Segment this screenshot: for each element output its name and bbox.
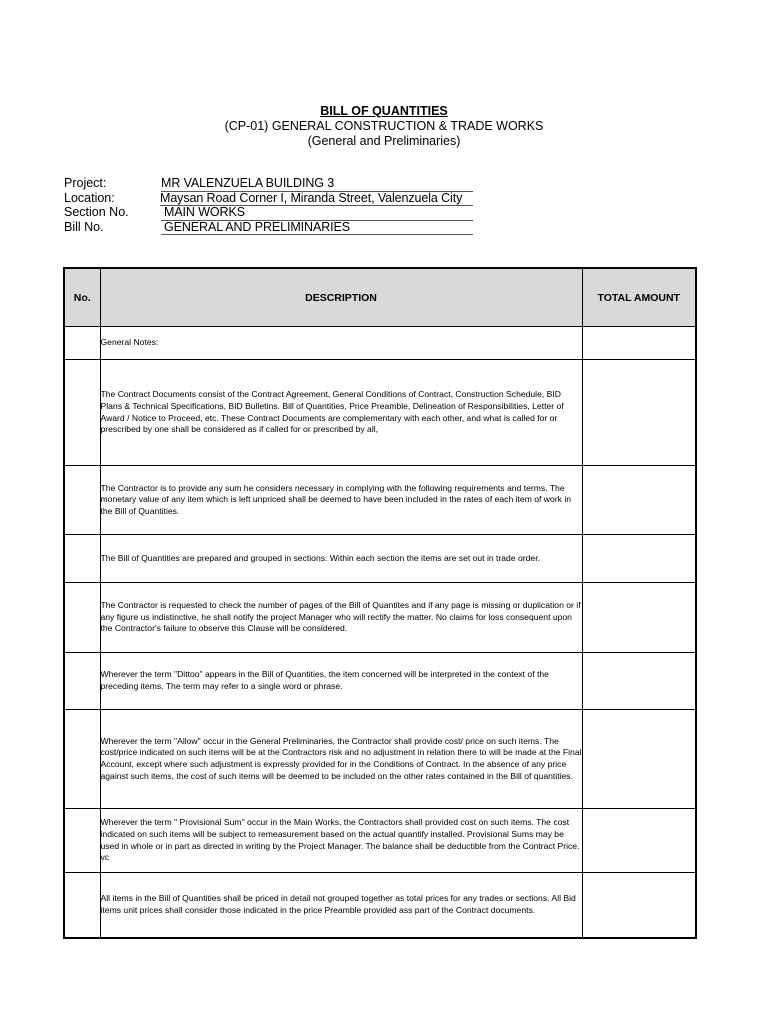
- table-row: [64, 327, 696, 360]
- amount-cell: [582, 710, 696, 809]
- project-label: Project:: [64, 176, 107, 190]
- table-row: [64, 466, 696, 535]
- description-cell: Wherever the term " Provisional Sum" occur in the Main Works, the Contractors shall provided cost on such items. The cost indicated on such items will be subject to remeasurement based on the actual quantify installed. Provisional Sums may be used in whole or in part as directed in writing by the Project Manager. The balance shall be deductible from the Contract Price. vc: [100, 809, 582, 873]
- location-label: Location:: [64, 190, 115, 205]
- bill-value: GENERAL AND PRELIMINARIES: [161, 220, 473, 236]
- table-row: [64, 653, 696, 710]
- bill-row: [64, 220, 484, 235]
- amount-cell: [582, 653, 696, 710]
- section-value: MAIN WORKS: [161, 205, 473, 221]
- location-value: Maysan Road Corner I, Miranda Street, Valenzuela City: [160, 191, 473, 207]
- no-cell: [64, 535, 100, 583]
- amount-cell: [582, 466, 696, 535]
- table-header-row: [64, 268, 696, 327]
- no-cell: [64, 710, 100, 809]
- no-cell: [64, 809, 100, 873]
- table-row: [64, 583, 696, 653]
- description-cell: All items in the Bill of Quantities shall be priced in detail not grouped together as total prices for any trades or sections. All Bid items unit prices shall consider those indicated in the price Preamble provided ass part of the Contract documents.: [100, 873, 582, 938]
- header-no: No.: [64, 268, 100, 327]
- description-cell: The Contractor is to provide any sum he considers necessary in complying with the following requirements and terms. The monetary value of any item which is left unpriced shall be deemed to have been included in the rates of each item of work in the Bill of Quantities.: [100, 466, 582, 535]
- table-row: [64, 535, 696, 583]
- table-row: [64, 360, 696, 466]
- table-row: [64, 710, 696, 809]
- document-subtitle-2: (General and Preliminaries): [307, 134, 461, 148]
- description-cell: Wherever the term "Allow" occur in the General Preliminaries, the Contractor shall provide cost/ price on such items. The cost/price indicated on such items will be at the Contractors risk and no adjustment in relation there to will be made at the Final Account, except where such adjustment is expressly provided for in the Conditions of Contract. In the absence of any price against such items, the cost of such items will be deemed to be included on the other rates contained in the Bill of quantities.: [100, 710, 582, 809]
- description-cell: The Contract Documents consist of the Contract Agreement, General Conditions of Contract, Construction Schedule, BID Plans & Technical Specifications, BID Bulletins. Bill of Quantities, Price Preamble, Delineation of Responsibilities, Letter of Award / Notice to Proceed, etc. These Contract Documents are complementary with each other, and what is called for or prescribed by one shall be considered as if called for or prescribed by all,: [100, 360, 582, 466]
- section-row: [64, 205, 484, 220]
- description-cell: Wherever the term "Dittoo" appears in the Bill of Quantities, the item concerned will be interpreted in the context of the preceding items. The term may refer to a single word or phrase.: [100, 653, 582, 710]
- no-cell: [64, 873, 100, 938]
- amount-cell: [582, 873, 696, 938]
- location-row: [64, 191, 484, 206]
- document-title: BILL OF QUANTITIES: [320, 104, 448, 118]
- header-total-amount: TOTAL AMOUNT: [582, 268, 696, 327]
- document-subtitle: (CP-01) GENERAL CONSTRUCTION & TRADE WORKS: [224, 119, 544, 133]
- no-cell: [64, 466, 100, 535]
- section-label: Section No.: [64, 205, 129, 219]
- no-cell: [64, 327, 100, 360]
- table-row: [64, 873, 696, 938]
- project-value: MR VALENZUELA BUILDING 3: [161, 176, 473, 192]
- description-cell: The Bill of Quantities are prepared and grouped in sections. Within each section the items are set out in trade order.: [100, 535, 582, 583]
- amount-cell: [582, 360, 696, 466]
- amount-cell: [582, 535, 696, 583]
- no-cell: [64, 583, 100, 653]
- description-cell: The Contractor is requested to check the number of pages of the Bill of Quantites and if any page is missing or duplication or if any figure us indistinctive, he shall notify the project Manager who will rectify the matter. No claims for loss consequent upon the Contractor's failure to observe this Clause will be considered.: [100, 583, 582, 653]
- general-notes-label: General Notes:: [100, 327, 582, 360]
- amount-cell: [582, 583, 696, 653]
- project-info: [64, 176, 484, 234]
- table-row: [64, 809, 696, 873]
- no-cell: [64, 653, 100, 710]
- document-header: [0, 104, 768, 149]
- no-cell: [64, 360, 100, 466]
- header-description: DESCRIPTION: [100, 268, 582, 327]
- bill-label: Bill No.: [64, 219, 104, 234]
- project-row: [64, 176, 484, 191]
- bill-of-quantities-table: [63, 267, 697, 939]
- amount-cell: [582, 809, 696, 873]
- amount-cell: [582, 327, 696, 360]
